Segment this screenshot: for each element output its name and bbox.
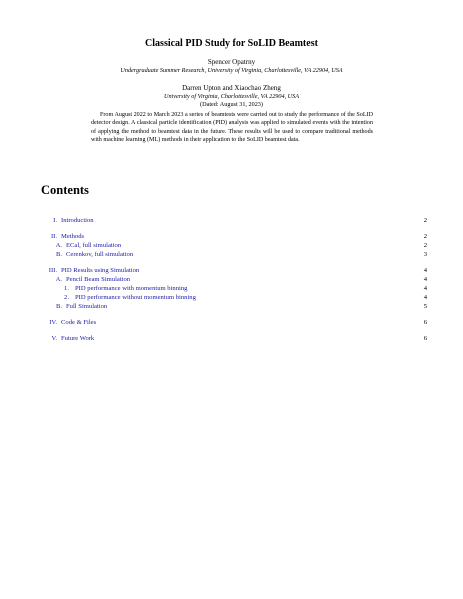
toc-entry-number: II. (50, 233, 57, 240)
toc-entry-number: B. (55, 303, 62, 310)
paper-title: Classical PID Study for SoLID Beamtest (145, 38, 318, 49)
toc-entry-number: 1. (64, 285, 69, 292)
author-secondary: Darren Upton and Xiaochao Zheng (182, 84, 281, 92)
toc-entry-page: 2 (423, 233, 427, 240)
toc-entry-number: A. (55, 276, 62, 283)
author-primary: Spencer Opatrny (207, 58, 256, 66)
toc-entry-label[interactable]: Pencil Beam Simulation (66, 276, 131, 283)
dated-line: (Dated: August 31, 2023) (200, 101, 263, 108)
toc-entry-page: 2 (423, 242, 427, 249)
abstract-text: From August 2022 to March 2023 a series of beamtests were carried out to study the performance of the SoLID detector design. A classical particle identification (PID) analysis was applied to simulated events with the intention of applying the method to beamtest data in the future. These results will be used to compare traditional methods with machine learning (ML) methods in their application to the SoLID beamtest data. (91, 112, 373, 143)
toc-entry-full-simulation[interactable] (0, 302, 463, 311)
toc-entry-number: B. (55, 251, 62, 258)
toc-entry-label[interactable]: Cerenkov, full simulation (66, 251, 134, 258)
toc-entry-without-momentum-binning[interactable] (0, 293, 463, 302)
toc-entry-label[interactable]: PID Results using Simulation (61, 267, 140, 274)
toc-entry-future-work[interactable] (0, 334, 463, 343)
toc-entry-number: III. (48, 267, 57, 274)
toc-entry-page: 4 (423, 285, 427, 292)
toc-entry-code-files[interactable] (0, 318, 463, 327)
toc-entry-number: I. (53, 217, 57, 224)
toc-entry-cerenkov[interactable] (0, 250, 463, 259)
toc-entry-label[interactable]: Full Simulation (66, 303, 108, 310)
toc-entry-label[interactable]: PID performance without momentum binning (75, 294, 196, 301)
toc-entry-number: A. (55, 242, 62, 249)
toc-entry-page: 4 (423, 294, 427, 301)
toc-entry-label[interactable]: ECal, full simulation (66, 242, 122, 249)
toc-entry-methods[interactable] (0, 232, 463, 241)
toc-entry-label[interactable]: Introduction (61, 217, 94, 224)
toc-entry-page: 6 (423, 335, 427, 342)
toc-entry-page: 2 (423, 217, 427, 224)
toc-entry-label[interactable]: Code & Files (61, 319, 97, 326)
toc-entry-pid-results[interactable] (0, 266, 463, 275)
affiliation-primary: Undergraduate Summer Research, University of Virginia, Charlottesville, VA 22904, USA (120, 67, 343, 74)
toc-entry-page: 5 (423, 303, 427, 310)
toc-entry-number: 2. (64, 294, 69, 301)
toc-entry-page: 4 (423, 267, 427, 274)
toc-entry-number: V. (51, 335, 57, 342)
toc-entry-pencil-beam[interactable] (0, 275, 463, 284)
toc-entry-page: 3 (423, 251, 427, 258)
toc-entry-page: 4 (423, 276, 427, 283)
toc-entry-number: IV. (49, 319, 57, 326)
toc-entry-label[interactable]: Methods (61, 233, 85, 240)
affiliation-secondary: University of Virginia, Charlottesville, VA 22904, USA (163, 93, 300, 100)
toc-entry-label[interactable]: PID performance with momentum binning (75, 285, 188, 292)
toc-entry-page: 6 (423, 319, 427, 326)
toc-entry-label[interactable]: Future Work (61, 335, 95, 342)
contents-heading: Contents (41, 183, 89, 197)
toc-entry-introduction[interactable] (0, 216, 463, 225)
toc-entry-ecal[interactable] (0, 241, 463, 250)
toc-entry-with-momentum-binning[interactable] (0, 284, 463, 293)
